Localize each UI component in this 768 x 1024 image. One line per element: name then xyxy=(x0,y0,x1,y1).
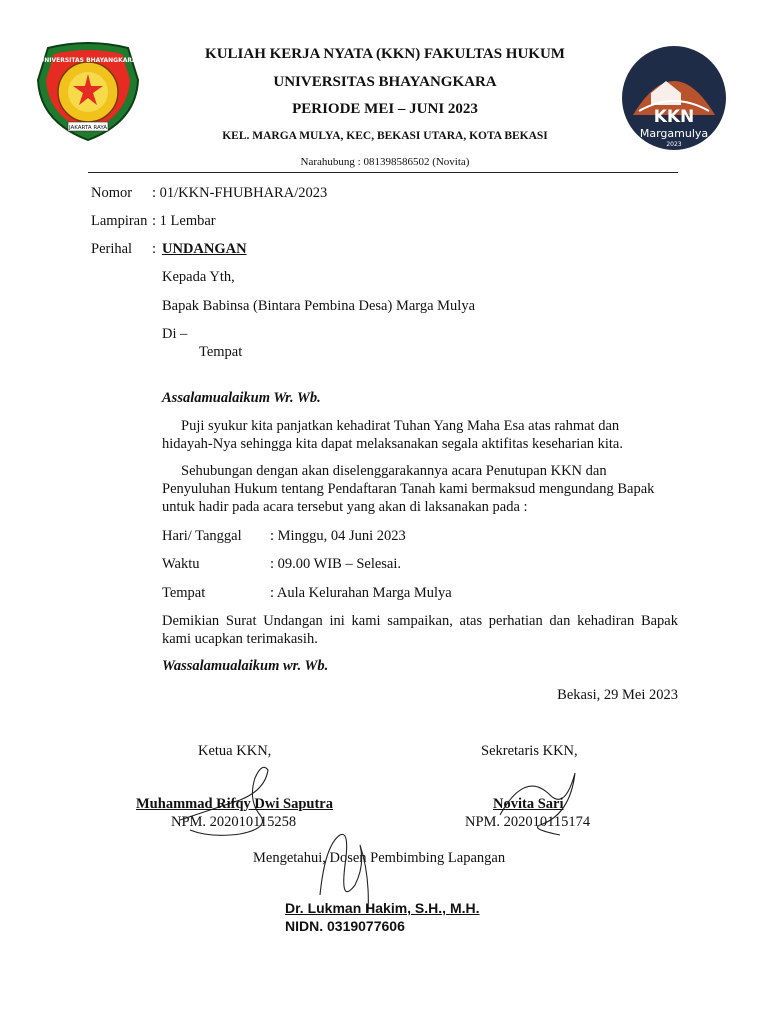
detail-value-date: : Minggu, 04 Juni 2023 xyxy=(270,528,406,544)
sekretaris-name: Novita Sari xyxy=(493,796,564,812)
logo-name-text: Margamulya xyxy=(639,127,709,140)
paragraph-2-line-2: Penyuluhan Hukum tentang Pendaftaran Tanah kami bermaksud mengundang Bapak xyxy=(162,481,655,497)
paragraph-2-line-3: untuk hadir pada acara tersebut yang akan di laksanakan pada : xyxy=(162,499,528,515)
paragraph-3-line-2: kami ucapkan terimakasih. xyxy=(162,631,318,647)
detail-label-time: Waktu xyxy=(162,556,200,572)
logo-bottom-text: JAKARTA RAYA xyxy=(68,125,108,131)
place-date: Bekasi, 29 Mei 2023 xyxy=(557,687,678,703)
mengetahui-label: Mengetahui, Dosen Pembimbing Lapangan xyxy=(253,850,506,866)
header-line-1: KULIAH KERJA NYATA (KKN) FAKULTAS HUKUM xyxy=(205,46,565,62)
perihal-value: UNDANGAN xyxy=(162,241,247,257)
paragraph-3-line-1: Demikian Surat Undangan ini kami sampaikan, atas perhatian dan kehadiran Bapak xyxy=(162,613,678,629)
logo-kkn-text: KKN xyxy=(653,107,695,127)
detail-value-place: : Aula Kelurahan Marga Mulya xyxy=(270,585,452,601)
ketua-title: Ketua KKN, xyxy=(198,743,272,759)
paragraph-1-line-2: hidayah-Nya sehingga kita dapat melaksanakan segala aktifitas keseharian kita. xyxy=(162,436,623,452)
logo-year-text: 2023 xyxy=(666,141,682,148)
header-line-4: KEL. MARGA MULYA, KEC, BEKASI UTARA, KOTA BEKASI xyxy=(222,130,548,142)
address-recipient: Bapak Babinsa (Bintara Pembina Desa) Marga Mulya xyxy=(162,298,476,314)
sekretaris-title: Sekretaris KKN, xyxy=(481,743,578,759)
kkn-margamulya-logo xyxy=(621,45,727,151)
ketua-name: Muhammad Rifqy Dwi Saputra xyxy=(136,796,333,812)
lampiran-label: Lampiran xyxy=(91,213,148,229)
greeting: Assalamualaikum Wr. Wb. xyxy=(162,390,321,406)
ketua-npm: NPM. 202010115258 xyxy=(171,814,297,830)
header-contact: Narahubung : 081398586502 (Novita) xyxy=(300,156,470,168)
header-divider xyxy=(88,172,678,173)
perihal-label: Perihal xyxy=(91,241,133,257)
paragraph-1-line-1: Puji syukur kita panjatkan kehadirat Tuhan Yang Maha Esa atas rahmat dan xyxy=(181,418,620,434)
address-di: Di – xyxy=(162,326,188,342)
dosen-nidn: NIDN. 0319077606 xyxy=(285,918,405,934)
university-logo xyxy=(34,42,142,142)
paragraph-2-line-1: Sehubungan dengan akan diselenggarakannya acara Penutupan KKN dan xyxy=(181,463,607,479)
lampiran-value: : 1 Lembar xyxy=(152,213,216,229)
detail-label-date: Hari/ Tanggal xyxy=(162,528,242,544)
header-line-2: UNIVERSITAS BHAYANGKARA xyxy=(273,74,497,90)
detail-value-time: : 09.00 WIB – Selesai. xyxy=(270,556,402,572)
address-tempat: Tempat xyxy=(199,344,243,360)
perihal-colon: : xyxy=(152,241,157,257)
header-line-3: PERIODE MEI – JUNI 2023 xyxy=(292,101,478,117)
logo-ring-text: UNIVERSITAS BHAYANGKARA xyxy=(39,57,137,64)
nomor-label: Nomor xyxy=(91,185,133,201)
sekretaris-npm: NPM. 202010115174 xyxy=(465,814,591,830)
closing: Wassalamualaikum wr. Wb. xyxy=(162,658,329,674)
address-to: Kepada Yth, xyxy=(162,269,235,285)
detail-label-place: Tempat xyxy=(162,585,206,601)
nomor-value: : 01/KKN-FHUBHARA/2023 xyxy=(152,185,328,201)
dosen-name: Dr. Lukman Hakim, S.H., M.H. xyxy=(285,900,480,916)
